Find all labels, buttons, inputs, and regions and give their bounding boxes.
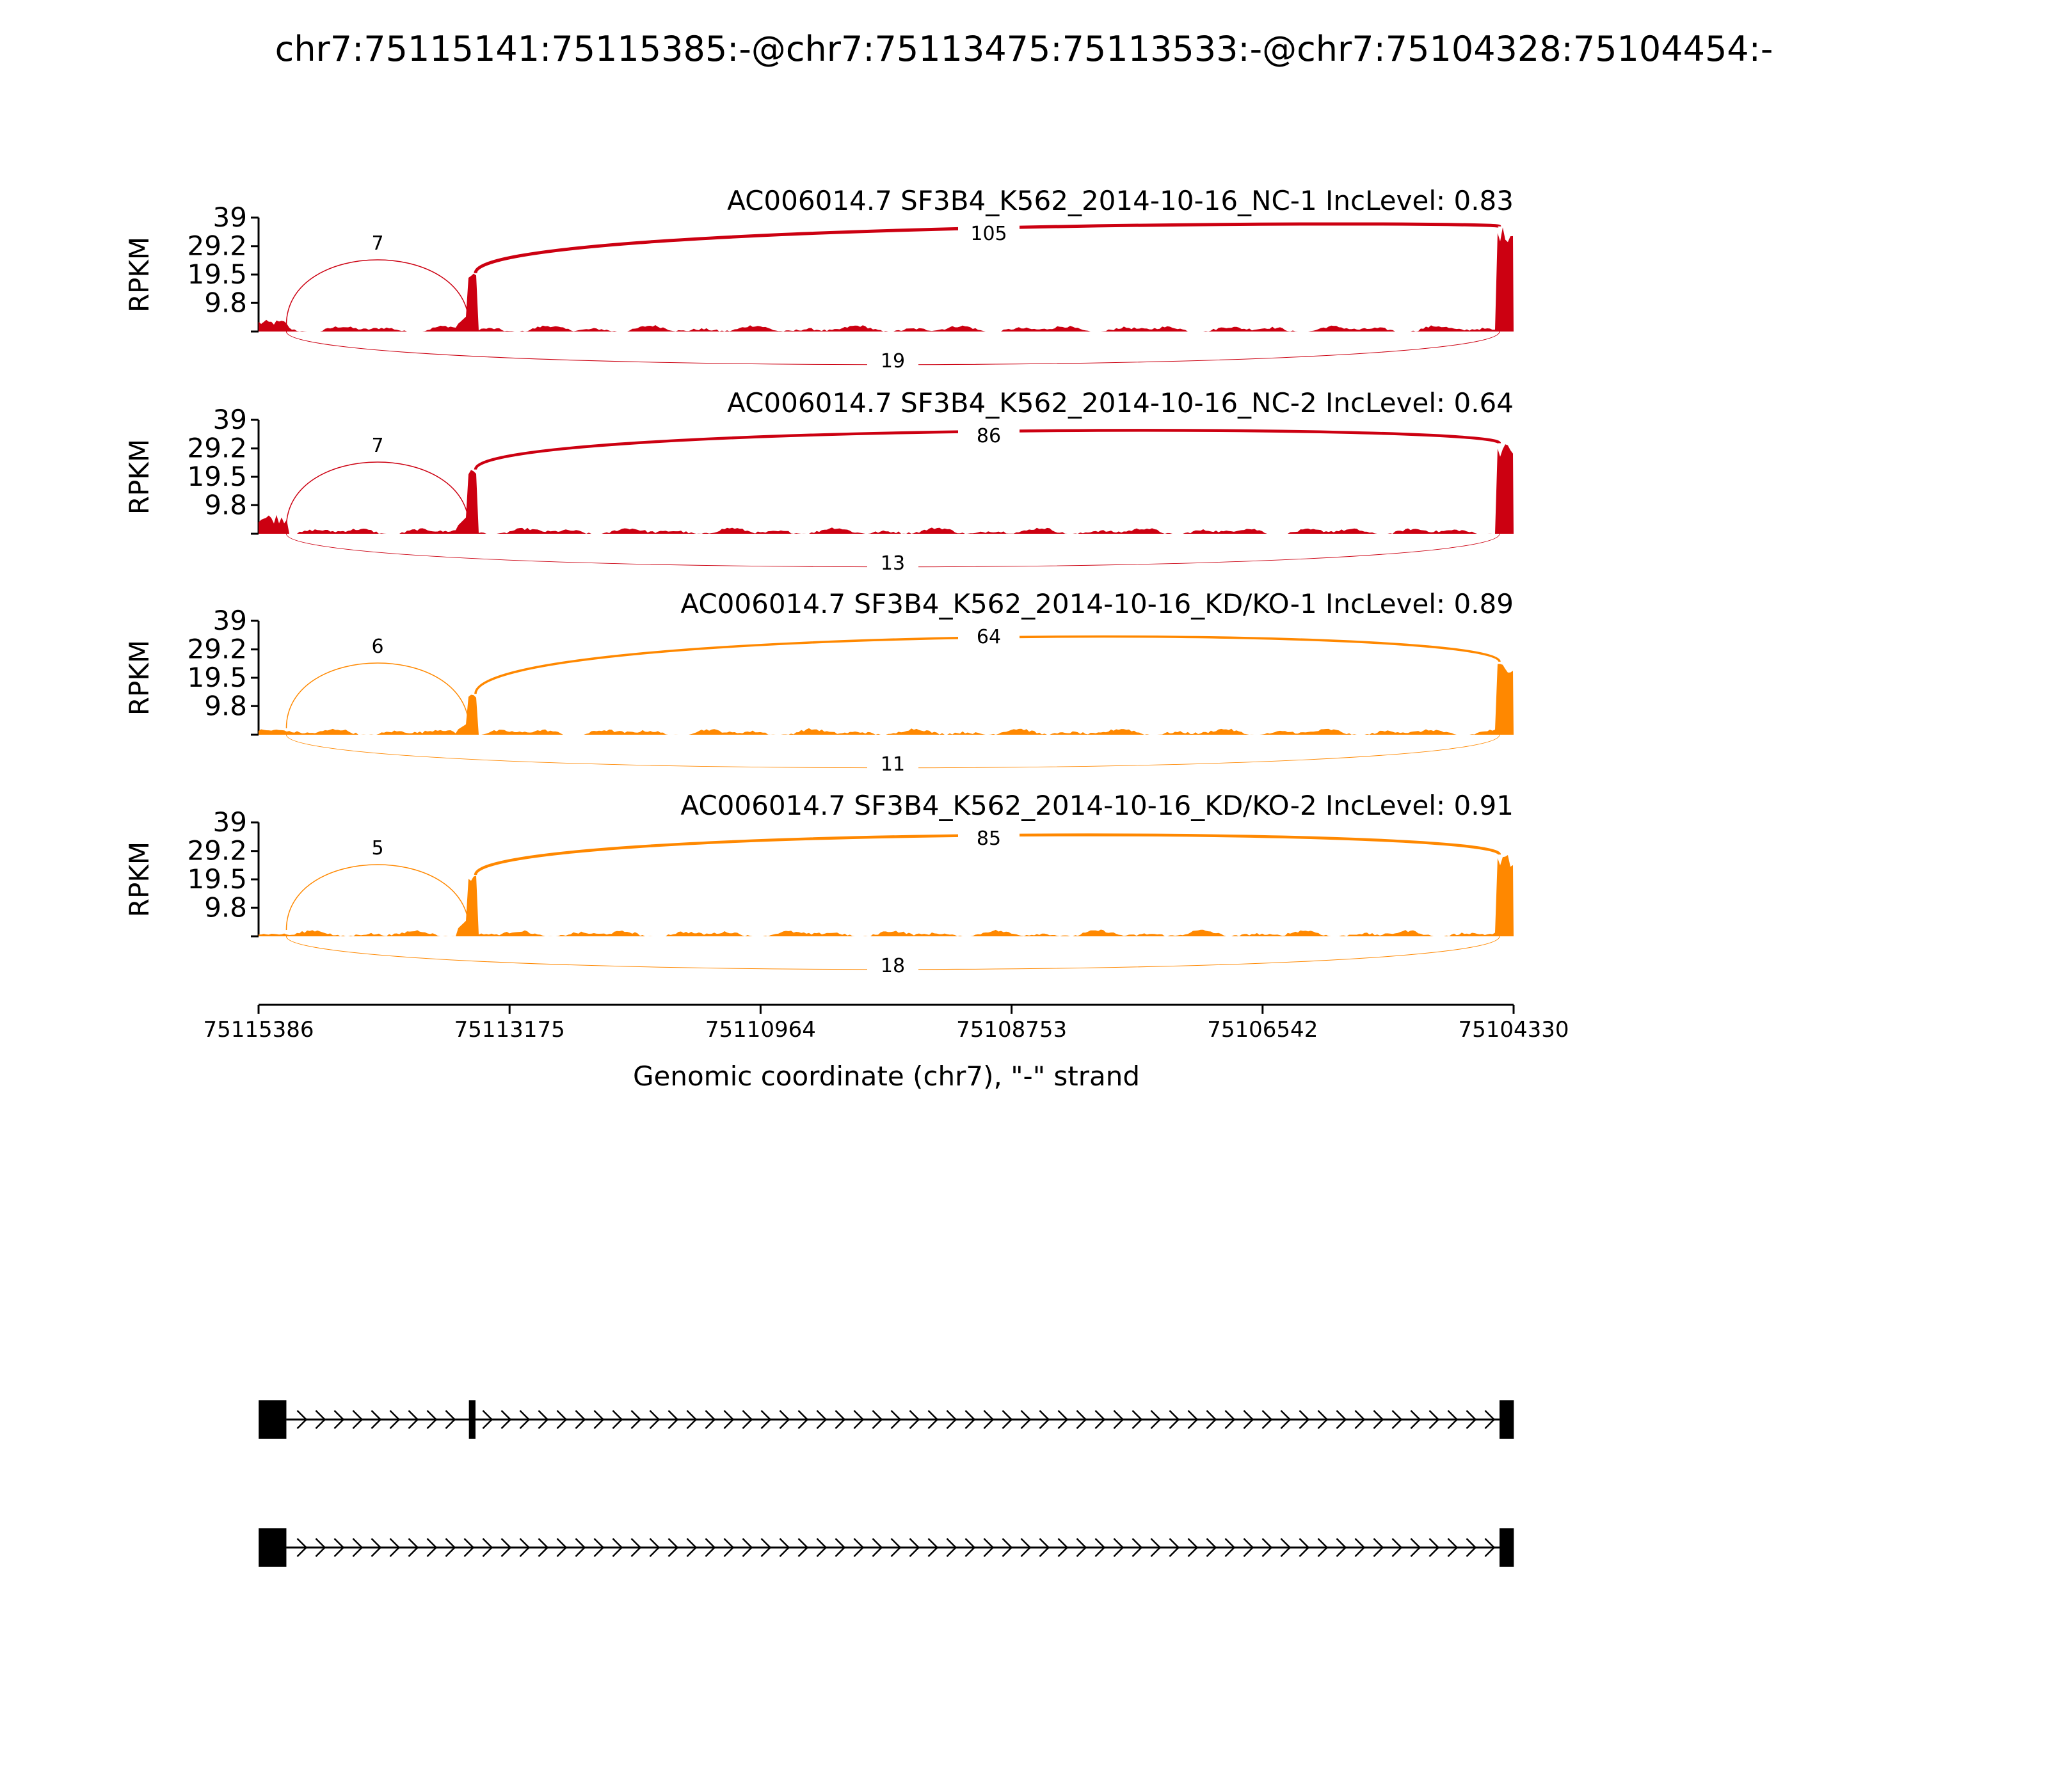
y-axis-label: RPKM [124,639,155,716]
y-tick-label: 9.8 [204,690,247,722]
y-tick-label: 39 [212,404,247,435]
coverage-area [259,227,1514,332]
junction-label: 13 [880,552,906,575]
y-tick-label: 19.5 [187,259,247,290]
exon-block [259,1400,286,1439]
y-tick-label: 29.2 [187,633,247,665]
x-tick-label: 75104330 [1458,1017,1569,1043]
y-tick-label: 19.5 [187,461,247,492]
x-tick-label: 75113175 [454,1017,565,1043]
exon-block [469,1400,476,1439]
y-tick-label: 39 [212,806,247,838]
coverage-track [124,588,1514,776]
track-label: AC006014.7 SF3B4_K562_2014-10-16_KD/KO-2 IncLevel: 0.91 [680,790,1514,821]
track-label: AC006014.7 SF3B4_K562_2014-10-16_NC-1 IncLevel: 0.83 [727,185,1514,216]
isoform-models [259,1400,1514,1567]
y-axis-label: RPKM [124,438,155,515]
x-axis [203,1005,1569,1043]
junction-label: 19 [880,350,906,372]
y-tick-label: 39 [212,202,247,233]
x-tick-label: 75106542 [1207,1017,1318,1043]
isoform-model [259,1400,1514,1439]
junction-label: 6 [371,636,384,658]
y-tick-label: 9.8 [204,489,247,521]
coverage-track [124,790,1514,977]
y-tick-label: 29.2 [187,835,247,867]
x-tick-label: 75110964 [705,1017,816,1043]
exon-block [1500,1528,1514,1567]
y-tick-label: 29.2 [187,230,247,262]
isoform-model [259,1528,1514,1567]
y-tick-label: 29.2 [187,432,247,464]
y-tick-label: 19.5 [187,863,247,895]
junction-arc [286,865,468,930]
junction-label: 64 [976,626,1002,648]
coverage-track [124,185,1514,372]
coverage-tracks [124,185,1514,977]
coverage-track [124,387,1514,575]
y-axis-label: RPKM [124,841,155,918]
x-axis-label: Genomic coordinate (chr7), "-" strand [632,1060,1140,1092]
coverage-area [259,444,1514,534]
y-tick-label: 9.8 [204,287,247,319]
junction-label: 86 [976,425,1002,447]
junction-label: 7 [371,435,384,457]
junction-label: 11 [880,753,906,776]
junction-arc [286,462,468,527]
junction-label: 7 [371,232,384,255]
track-label: AC006014.7 SF3B4_K562_2014-10-16_NC-2 IncLevel: 0.64 [727,387,1514,419]
junction-label: 18 [880,955,906,977]
exon-block [1500,1400,1514,1439]
x-tick-label: 75108753 [956,1017,1068,1043]
y-axis-label: RPKM [124,236,155,313]
y-tick-label: 19.5 [187,662,247,693]
chart-title: chr7:75115141:75115385:-@chr7:75113475:75113533:-@chr7:75104328:75104454:- [275,29,1773,69]
x-tick-label: 75115386 [203,1017,314,1043]
coverage-area [259,855,1514,936]
exon-block [259,1528,286,1567]
junction-arc [286,260,468,325]
junction-label: 85 [976,828,1002,850]
junction-label: 5 [371,837,384,860]
junction-label: 105 [970,223,1007,245]
coverage-area [259,664,1514,735]
track-label: AC006014.7 SF3B4_K562_2014-10-16_KD/KO-1 IncLevel: 0.89 [680,588,1514,620]
y-tick-label: 39 [212,605,247,636]
junction-arc [286,663,468,728]
y-tick-label: 9.8 [204,892,247,924]
